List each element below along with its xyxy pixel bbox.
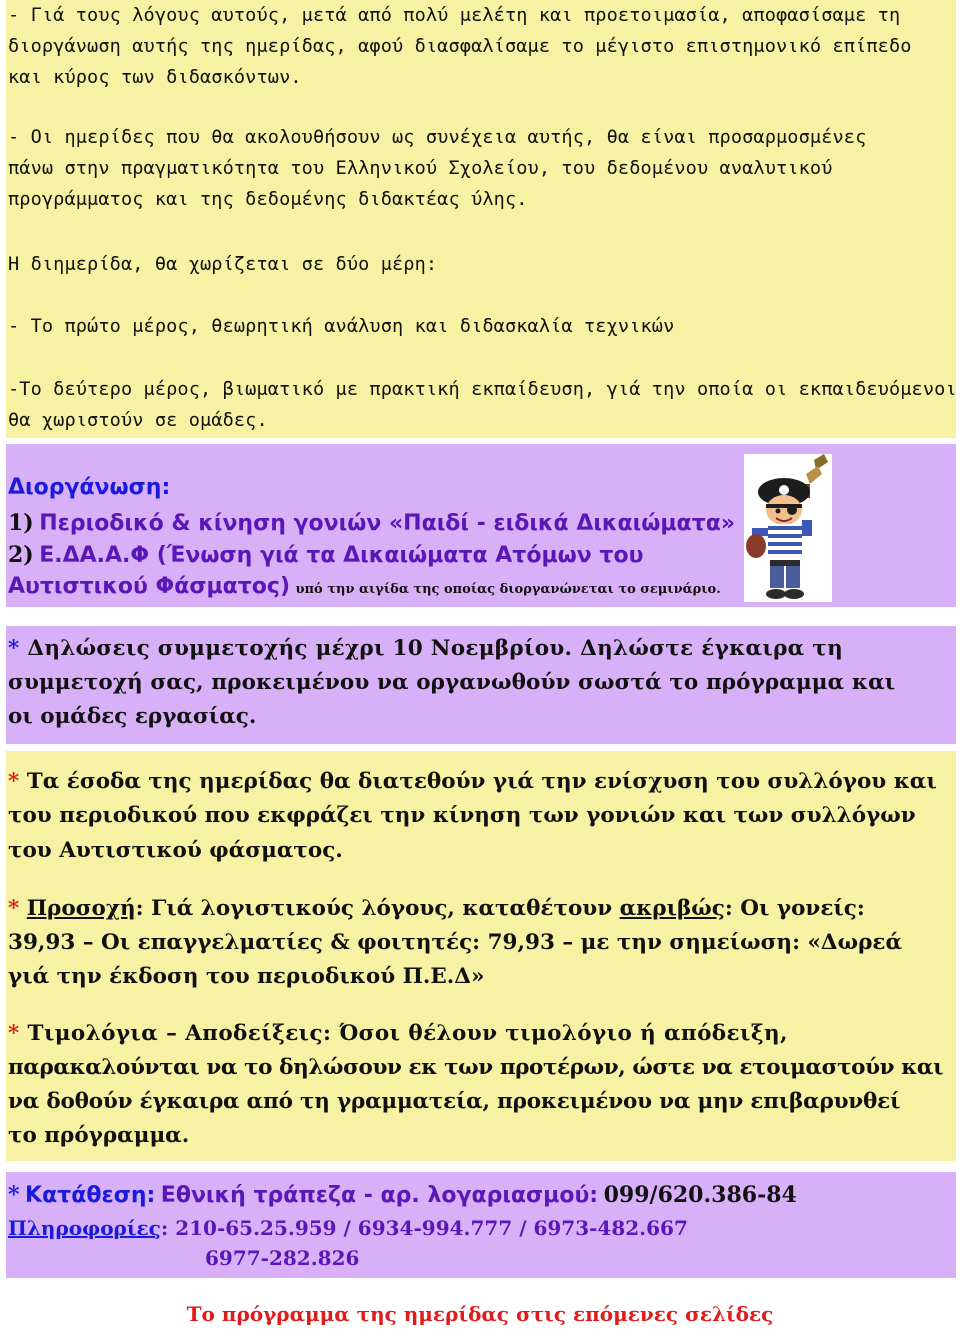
paragraph-second-part [8, 374, 956, 436]
invoice-line [8, 1021, 788, 1046]
text-line: προγράμματος και της δεδομένης διδακτέας ύλης. [8, 189, 528, 210]
deposit-label: Κατάθεση: [25, 1183, 156, 1208]
phones-text: : 210-65.25.959 / 6934-994.777 / 6973-482.667 [160, 1216, 688, 1240]
phone-text: 6977-282.826 [205, 1246, 360, 1270]
text-line: - Γιά τους λόγους αυτούς, μετά από πολύ μελέτη και προετοιμασία, αποφασίσαμε τη [8, 5, 901, 26]
organizer-item-1 [8, 510, 735, 536]
text-line: να δοθούν έγκαιρα από τη γραμματεία, προκειμένου να μην επιβαρυνθεί [8, 1089, 901, 1114]
text-line: 39,93 – Οι επαγγελματίες & φοιτητές: 79,93 – με την σημείωση: «Δωρεά [8, 930, 902, 955]
text-line: πάνω στην πραγματικότητα του Ελληνικού Σχολείου, του δεδομένου αναλυτικού [8, 158, 833, 179]
text-line: Τα έσοδα της ημερίδας θα διατεθούν γιά την ενίσχυση του συλλόγου και [26, 769, 937, 794]
text-line: Τιμολόγια – Αποδείξεις: Όσοι θέλουν τιμολόγιο ή απόδειξη, [27, 1021, 788, 1046]
intro-section [6, 0, 956, 438]
text-line: του Αυτιστικού φάσματος. [8, 838, 343, 863]
declaration-line [8, 670, 895, 695]
income-line [8, 803, 916, 828]
declaration-line [8, 704, 256, 729]
attention-line [8, 964, 484, 989]
text-line: θα χωριστούν σε ομάδες. [8, 410, 268, 431]
bank-text: Εθνική τράπεζα - αρ. λογαριασμού: [160, 1183, 599, 1208]
declaration-line [8, 636, 843, 661]
star-icon: * [8, 636, 20, 661]
star-icon: * [8, 769, 20, 794]
text-line: - Το πρώτο μέρος, θεωρητική ανάλυση και διδασκαλία τεχνικών [8, 316, 675, 337]
pirate-child-illustration [744, 454, 832, 602]
declarations-section [6, 626, 956, 744]
organizer-heading-text: Διοργάνωση: [8, 475, 171, 500]
organizer-heading [8, 474, 170, 500]
text-line: Δηλώσεις συμμετοχής μέχρι 10 Νοεμβρίου. Δηλώστε έγκαιρα τη [27, 636, 844, 661]
text-line: -Το δεύτερο μέρος, βιωματικό με πρακτική εκπαίδευση, γιά την οποία οι εκπαιδευόμενοι [8, 379, 957, 400]
item-text: Ε.ΔΑ.Α.Φ (Ένωση γιά τα Δικαιώματα Ατόμων του [39, 543, 644, 568]
text-line: και κύρος των διδασκόντων. [8, 67, 302, 88]
item-text: Αυτιστικού Φάσματος) [8, 574, 291, 599]
patronage-note: υπό την αιγίδα της οποίας διοργανώνεται το σεμινάριο. [295, 582, 721, 597]
attention-label: Προσοχή [26, 896, 136, 921]
attention-line [8, 930, 902, 955]
item-text: Περιοδικό & κίνηση γονιών «Παιδί - ειδικά Δικαιώματα» [39, 511, 736, 536]
text-line: Η διημερίδα, θα χωρίζεται σε δύο μέρη: [8, 254, 438, 275]
text-line: - Οι ημερίδες που θα ακολουθήσουν ως συνέχεια αυτής, θα είναι προσαρμοσμένες [8, 127, 867, 148]
text-line: το πρόγραμμα. [8, 1123, 190, 1148]
deposit-section [6, 1172, 956, 1278]
star-icon: * [8, 896, 20, 921]
text-line: οι ομάδες εργασίας. [8, 704, 257, 729]
paragraph-two-parts [8, 249, 956, 280]
text-line: συμμετοχή σας, προκειμένου να οργανωθούν σωστά το πρόγραμμα και [8, 670, 896, 695]
organizer-item-2 [8, 542, 643, 568]
invoice-line [8, 1089, 900, 1114]
income-line [8, 769, 937, 794]
income-section [6, 751, 956, 1161]
info-line [8, 1216, 688, 1241]
item-number: 2) [8, 542, 34, 568]
organizer-item-2-cont [8, 573, 721, 599]
item-number: 1) [8, 510, 34, 536]
pirate-icon [744, 454, 832, 602]
income-line [8, 838, 343, 863]
info-label: Πληροφορίες [8, 1216, 161, 1240]
footer-note: Το πρόγραμμα της ημερίδας στις επόμενες σελίδες [186, 1302, 774, 1326]
paragraph-future-days [8, 122, 956, 215]
paragraph-first-part [8, 311, 956, 342]
paragraph-reasons [8, 0, 956, 93]
attention-line [8, 896, 865, 921]
info-line [205, 1246, 359, 1271]
text-line: του περιοδικού που εκφράζει την κίνηση των γονιών και των συλλόγων [8, 803, 916, 828]
invoice-line [8, 1123, 189, 1148]
text-line: : Γιά λογιστικούς λόγους, καταθέτουν [135, 896, 613, 921]
account-number: 099/620.386-84 [603, 1182, 797, 1208]
exact-label: ακριβώς [619, 896, 725, 921]
star-icon: * [8, 1021, 20, 1046]
star-icon: * [8, 1182, 20, 1208]
text-line: παρακαλούνται να το δηλώσουν εκ των προτέρων, ώστε να ετοιμαστούν και [8, 1055, 944, 1080]
text-line: γιά την έκδοση του περιοδικού Π.Ε.Δ» [8, 964, 485, 989]
deposit-line [8, 1182, 797, 1208]
invoice-line [8, 1055, 943, 1080]
text-line: διοργάνωση αυτής της ημερίδας, αφού διασφαλίσαμε το μέγιστο επιστημονικό επίπεδο [8, 36, 912, 57]
text-line: : Οι γονείς: [724, 896, 865, 921]
